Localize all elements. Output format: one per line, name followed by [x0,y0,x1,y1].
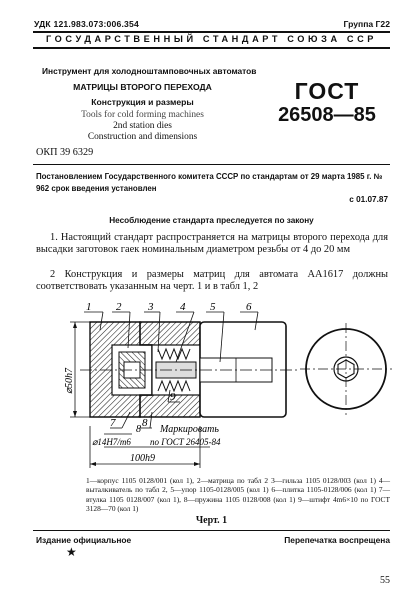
dim-length: 100h9 [130,453,155,464]
drawing-caption: 1—корпус 1105 0128/001 (кол 1), 2—матрица по табл 2 3—гильза 1105 0128/003 (кол 1) 4—выталкиватель по табл 2, 5—упор 1105-0128/005 (кол 1) 6—плитка 1105-0128/006 (кол 1) 7—втулка 1105 0128/007 (кол 1), 8—пружина 1105 0128/008 (кол 1) 9—штифт 4m6×10 по ГОСТ 3128—70 (кол 1) [86,476,390,514]
leader-1: 1 [86,301,92,313]
figure-label: Черт. 1 [195,515,228,526]
leader-2: 2 [116,301,122,313]
footer-rule [33,530,390,531]
okp-code: ОКП 39 6329 [36,147,94,158]
leader-5: 5 [210,301,216,313]
english-title-3: Construction and dimensions [87,132,198,142]
dim-diameter: ⌀50h7 [64,367,75,394]
gost-label: ГОСТ [294,78,360,104]
plate [200,322,286,417]
english-title-2: 2nd station dies [113,121,172,131]
state-standard-banner: ГОСУДАРСТВЕННЫЙ СТАНДАРТ СОЮЗА ССР [45,34,378,44]
paragraph-scope: 1. Настоящий стандарт распространяется на матрицы второго перехода для высадки заготовок гаек номинальным диаметром резьбы от 4 до 20 мм [36,232,388,256]
law-notice: Несоблюдение стандарта преследуется по закону [109,216,314,225]
leader-9: 9 [170,391,176,403]
gost-number: 26508—85 [278,104,376,126]
effective-date: с 01.07.87 [349,195,388,204]
udc-code: УДК 121.983.073:006.354 [34,19,139,29]
reprint-prohibited: Перепечатка воспрещена [284,535,390,545]
english-title-1: Tools for cold forming machines [81,110,204,120]
leader-8: 8 [142,417,148,429]
mark-standard: по ГОСТ 26405-84 [150,437,221,447]
dim-bore: ⌀14H7/m6 [92,437,131,447]
page-number: 55 [380,575,390,586]
mark-label: Маркировать [160,424,219,435]
group-code: Группа Г22 [343,19,390,29]
star-mark: ★ [66,545,77,559]
dim-small: 8 [136,424,141,435]
document-subtitle: Конструкция и размеры [91,97,194,107]
leader-3: 3 [148,301,154,313]
paragraph-construction: 2 Конструкция и размеры матриц для автомата АА1617 должны соответствовать указанным на черт. 1 и в табл 1, 2 [36,269,388,293]
document-title: МАТРИЦЫ ВТОРОГО ПЕРЕХОДА [73,82,212,92]
leader-6: 6 [246,301,252,313]
end-view [300,323,392,415]
decree-text: Постановлением Государственного комитета СССР по стандартам от 29 марта 1985 г. № 962 срок введения установлен [36,172,383,193]
category-title: Инструмент для холодноштамповочных автоматов [42,66,257,76]
official-edition: Издание официальное [36,535,132,545]
leader-7: 7 [110,417,116,429]
leader-4: 4 [180,301,186,313]
